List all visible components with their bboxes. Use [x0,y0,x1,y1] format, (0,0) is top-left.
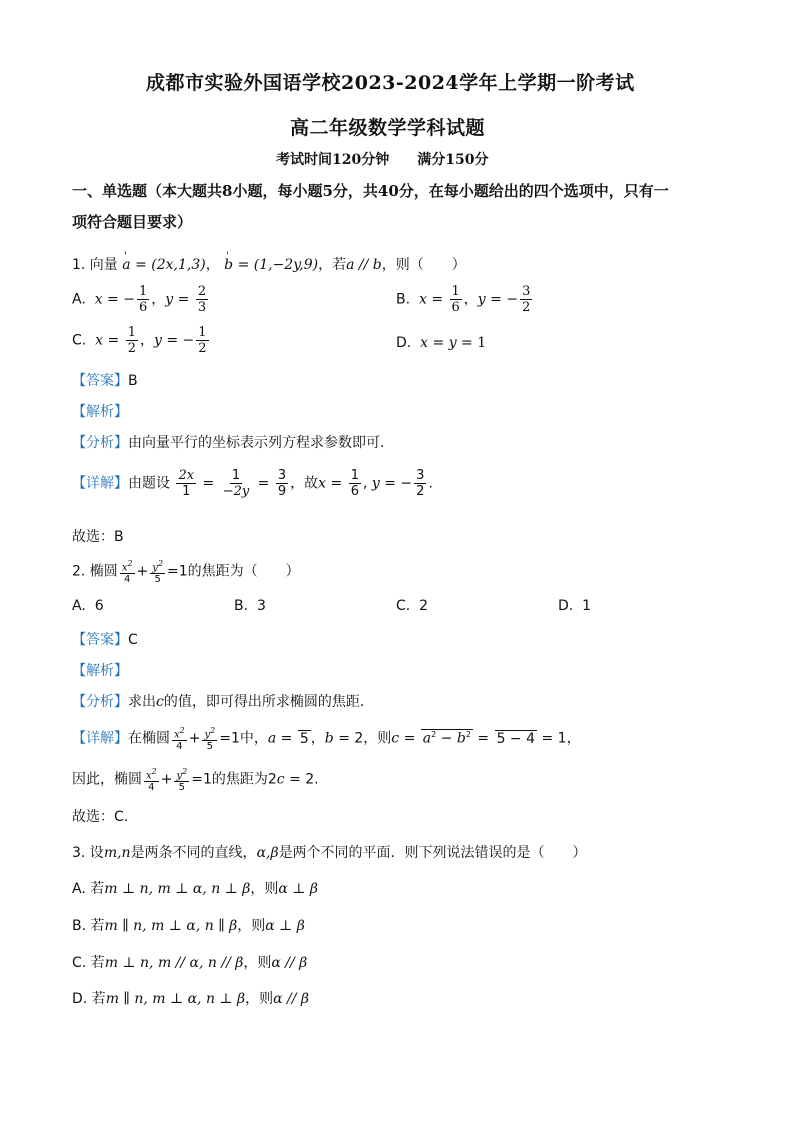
q1-option-c: C. x = $\frac{1}{2}$ ，y = − $\frac{1}{2}$ [72,325,207,356]
q1-answer [72,370,138,390]
q1-option-a-label: A. [72,291,86,308]
q1-ending: ，则（ ） [381,257,466,273]
q3-stem: 3. 设m,n是两条不同的直线，α,β是两个不同的平面．则下列说法错误的是（ ） [72,845,587,861]
q2-prefix: 2. 椭圆 [72,563,118,580]
q1-cond-expr: a // b [346,257,382,273]
q1-detail-tag: 【详解】 [72,475,128,492]
q2-option-c: C. 2 [396,598,429,614]
q1-option-d-label: D. [396,335,412,351]
q1-condition: ，若 [318,257,347,273]
q2-stem: 2. 椭圆 $\frac{x^2}{4}$ + $\frac{y^2}{5}$ =1的焦距为（ ） [72,559,300,586]
q1-vec-a: = (2x,1,3) [135,257,206,273]
section-heading: 一、单选题（本大题共8小题，每小题5分，共40分，在每小题给出的四个选项中，只有一 [72,182,669,200]
q1-fenxi: 【分析】由向量平行的坐标表示列方程求参数即可. [72,435,385,451]
q1-detail-mid: ，故 [290,475,319,492]
q1-answer-value: B [128,373,138,389]
q2-conclusion: 因此，椭圆 $\frac{x^2}{4}$ + $\frac{y^2}{5}$ =1的焦距为2c = 2. [72,767,319,794]
page-subtitle: 高二年级数学学科试题 [290,117,486,139]
q2-fenxi: 【分析】求出c的值，即可得出所求椭圆的焦距. [72,694,365,710]
q1-prefix: 1. 向量 [72,257,118,273]
q1-vec-b-symbol: ' b [224,255,233,275]
q1-option-b-label: B. [396,291,411,308]
q2-detail: 【详解】在椭圆 $\frac{x^2}{4}$ + $\frac{y^2}{5}$ =1中，a = 5 ，b = 2，则$c = a^2 - b^2 = 5 - 4 = 1$， [72,726,581,753]
q2-suffix: 的焦距为（ ） [187,563,300,580]
q1-option-b: B. x = $\frac{1}{6}$ ，y = − $\frac{3}{2}$ [396,284,531,315]
q1-answer-tag: 【答案】 [72,373,128,389]
q1-option-a: A. x = − $\frac{1}{6}$ ，y = $\frac{2}{3}$ [72,284,207,315]
q2-answer: 【答案】C [72,632,138,648]
q1-option-c-label: C. [72,332,87,349]
q3-option-a: A. 若m ⊥ n, m ⊥ α, n ⊥ β，则α ⊥ β [72,881,318,897]
q2-analysis-tag: 【解析】 [72,663,128,679]
q1-option-d: D. x = y = 1 [396,335,487,351]
q2-option-b: B. 3 [234,598,266,614]
q3-option-b: B. 若m ∥ n, m ⊥ α, n ∥ β，则α ⊥ β [72,918,305,934]
q1-detail: 【详解】由题设 $\frac{2x}{1}$ = $\frac{1}{-2y}$ = $\frac{3}{9}$ ，故x = $\frac{1}{6}$ , y = − $\frac{3}{2}$ . [72,468,433,499]
q1-detail-prefix: 由题设 [128,475,170,492]
q3-option-c: C. 若m ⊥ n, m // α, n // β，则α // β [72,955,308,971]
q1-vec-b: = (1,−2y,9) [237,257,319,273]
section-heading-cont: 项符合题目要求） [72,213,193,231]
q1-analysis-tag: 【解析】 [72,404,128,420]
q1-stem: 1. 向量 ' a = (2x,1,3)， ' b = (1,−2y,9)，若a // b，则（ ） [72,255,466,275]
q3-option-d: D. 若m ∥ n, m ⊥ α, n ⊥ β，则α // β [72,991,310,1007]
q2-option-d: D. 1 [558,598,592,614]
q2-choose: 故选：C. [72,809,129,825]
q1-vec-a-symbol: ' a [122,255,130,275]
q2-option-a: A. 6 [72,598,104,614]
exam-info: 考试时间120分钟 满分150分 [276,152,489,168]
page-title: 成都市实验外国语学校2023-2024学年上学期一阶考试 [146,72,635,94]
q1-choose: 故选：B [72,529,124,545]
